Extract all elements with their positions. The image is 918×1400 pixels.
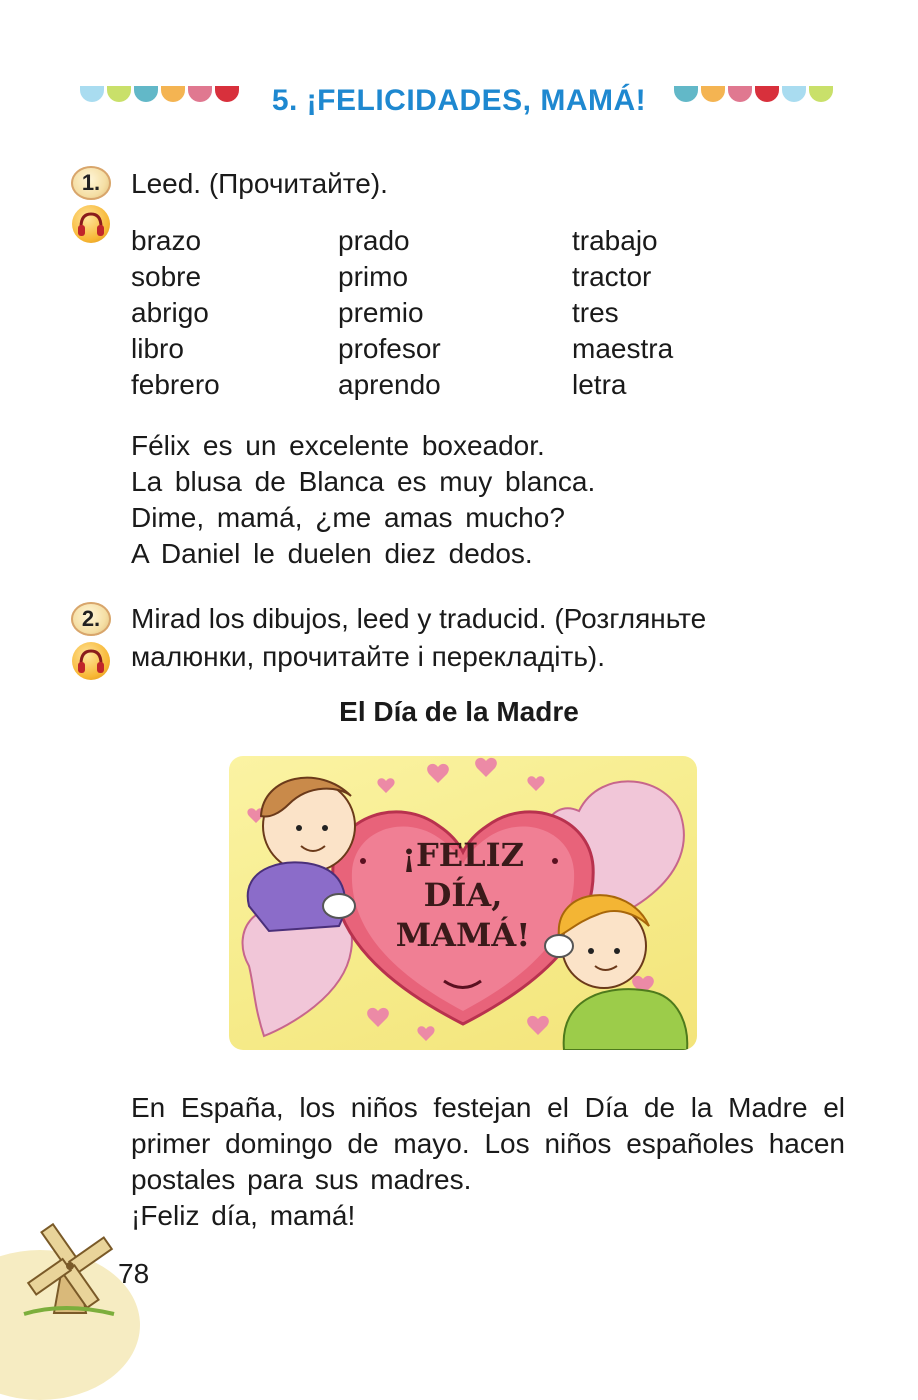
word: abrigo xyxy=(131,297,209,328)
card-text-line-2: DÍA, xyxy=(423,876,503,914)
word: aprendo xyxy=(338,369,441,400)
tongue-twister-sentences xyxy=(131,428,595,572)
exercise-2-number: 2. xyxy=(71,602,111,636)
word-column-3 xyxy=(572,223,673,403)
word-column-1 xyxy=(131,223,220,403)
word: maestra xyxy=(572,333,674,364)
headphones-icon xyxy=(72,205,110,243)
card-text-line-3: MAMÁ! xyxy=(395,916,531,954)
word: trabajo xyxy=(572,225,658,256)
sentence: A Daniel le duelen diez dedos. xyxy=(131,538,533,569)
sentence: Dime, mamá, ¿me amas mucho? xyxy=(131,502,565,533)
headphones-icon xyxy=(72,642,110,680)
word: profesor xyxy=(338,333,441,364)
word-column-2 xyxy=(338,223,441,403)
card-text-line-1: ¡FELIZ xyxy=(402,836,524,874)
word: premio xyxy=(338,297,424,328)
word: brazo xyxy=(131,225,202,256)
exercise-1-number: 1. xyxy=(71,166,111,200)
word: letra xyxy=(572,369,627,400)
exercise-2-instruction-line-2: малюнки, прочитайте і перекладіть). xyxy=(131,641,606,672)
mothers-day-paragraph xyxy=(131,1090,845,1234)
page-number: 78 xyxy=(118,1258,150,1289)
section-subtitle: El Día de la Madre xyxy=(339,696,579,727)
word: primo xyxy=(338,261,409,292)
word: libro xyxy=(131,333,184,364)
exercise-2-instruction-line-1: Mirad los dibujos, leed y traducid. (Розгляньте xyxy=(131,603,707,634)
exercise-1-instruction: Leed. (Прочитайте). xyxy=(131,168,388,199)
word: sobre xyxy=(131,261,202,292)
mothers-day-illustration xyxy=(229,756,697,1050)
word: tractor xyxy=(572,261,652,292)
sentence: La blusa de Blanca es muy blanca. xyxy=(131,466,596,497)
paragraph-text: En España, los niños festejan el Día de la Madre el primer domingo de mayo. Los niños españoles hacen postales para sus madres. xyxy=(131,1092,845,1195)
word: febrero xyxy=(131,369,220,400)
word: tres xyxy=(572,297,619,328)
sentence: Félix es un excelente boxeador. xyxy=(131,430,545,461)
closing-line: ¡Feliz día, mamá! xyxy=(131,1200,356,1231)
windmill-icon xyxy=(14,1218,124,1323)
page-title: 5. ¡FELICIDADES, MAMÁ! xyxy=(271,84,647,117)
word: prado xyxy=(338,225,410,256)
